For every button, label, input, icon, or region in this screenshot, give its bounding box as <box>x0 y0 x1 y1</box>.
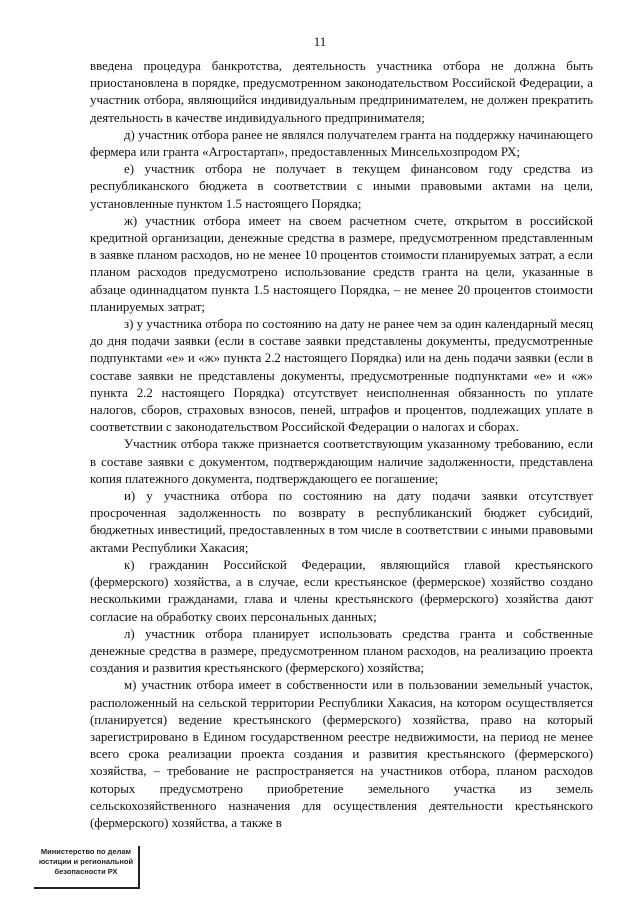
paragraph-e: е) участник отбора не получает в текущем финансовом году средства из республиканского бюджета в соответствии с иными правовыми актами на цели, установленные пунктом 1.5 настоящего Порядка; <box>90 162 593 211</box>
paragraph-l: л) участник отбора планирует использовать средства гранта и собственные денежные средства в размере, предусмотренном планом расходов, на реализацию проекта создания и развития крестьянского (фермерского) хозяйства; <box>90 626 593 676</box>
stamp-line: юстиции и региональной <box>38 857 134 866</box>
paragraph-z-continuation: Участник отбора также признается соответствующим указанному требованию, если в составе заявки с документом, подтверждающим наличие задолженности, представлена копия платежного документа, подтверждающего ее погашение; <box>90 437 593 486</box>
paragraph-i: и) у участника отбора по состоянию на дату подачи заявки отсутствует просроченная задолженность по возврату в республиканский бюджет субсидий, бюджетных инвестиций, предоставленных в том числе в соответствии с иными правовыми актами Республики Хакасия; <box>90 489 593 555</box>
paragraph-z: з) у участника отбора по состоянию на дату не ранее чем за один календарный месяц до дня подачи заявки (если в составе заявки представлены документы, предусмотренные подпунктами «е» и «ж» пункта 2.2 настоящего Порядка) или на день подачи заявки (если в составе заявки не представлены документы, предусмотренные подпунктами «е» и «ж» пункта 2.2 настоящего Порядка) отсутствует неисполненная обязанность по уплате налогов, сборов, страховых взносов, пеней, штрафов и процентов, подлежащих уплате в соответствии с законодательством Российской Федерации о налогах и сборах. <box>90 317 593 435</box>
paragraph-zh: ж) участник отбора имеет на своем расчетном счете, открытом в российской кредитной организации, денежные средства в размере, предусмотренном представленным в заявке планом расходов, но не менее 10 процентов стоимости планируемых затрат, а если планом расходов предусмотрено использование средств гранта на цели, указанные в абзаце одиннадцатом пункта 1.5 настоящего Порядка, – не менее 20 процентов стоимости планируемых затрат; <box>90 213 593 314</box>
document-body <box>90 58 593 832</box>
paragraph-intro: введена процедура банкротства, деятельность участника отбора не должна быть приостановлена в порядке, предусмотренном законодательством Российской Федерации, а участник отбора, являющийся индивидуальным предпринимателем, не должен прекратить деятельность в качестве индивидуального предпринимателя; <box>90 59 593 125</box>
paragraph-d: д) участник отбора ранее не являлся получателем гранта на поддержку начинающего фермера или гранта «Агростартап», предоставленных Минсельхозпродом РХ; <box>90 127 593 160</box>
page-number: 11 <box>313 34 327 49</box>
stamp-line: Министерство по делам <box>40 847 132 856</box>
stamp-line: безопасности РХ <box>54 867 118 876</box>
ministry-stamp <box>34 846 140 889</box>
paragraph-k: к) гражданин Российской Федерации, являющийся главой крестьянского (фермерского) хозяйства, а в случае, если крестьянское (фермерское) хозяйство создано несколькими гражданами, глава и члены крестьянского (фермерского) хозяйства дают согласие на обработку своих персональных данных; <box>90 557 593 624</box>
paragraph-m: м) участник отбора имеет в собственности или в пользовании земельный участок, расположенный на сельской территории Республики Хакасия, на котором осуществляется (планируется) ведение крестьянского (фермерского) хозяйства, право на который зарегистрировано в Едином государственном реестре недвижимости, на период не менее всего срока реализации проекта создания и развития крестьянского (фермерского) хозяйства, – требование не распространяется на участников отбора, планом расходов которых предусмотрено приобретение земельного участка из земель сельскохозяйственного назначения для осуществления деятельности крестьянского (фермерского) хозяйства, а также в <box>90 678 593 830</box>
